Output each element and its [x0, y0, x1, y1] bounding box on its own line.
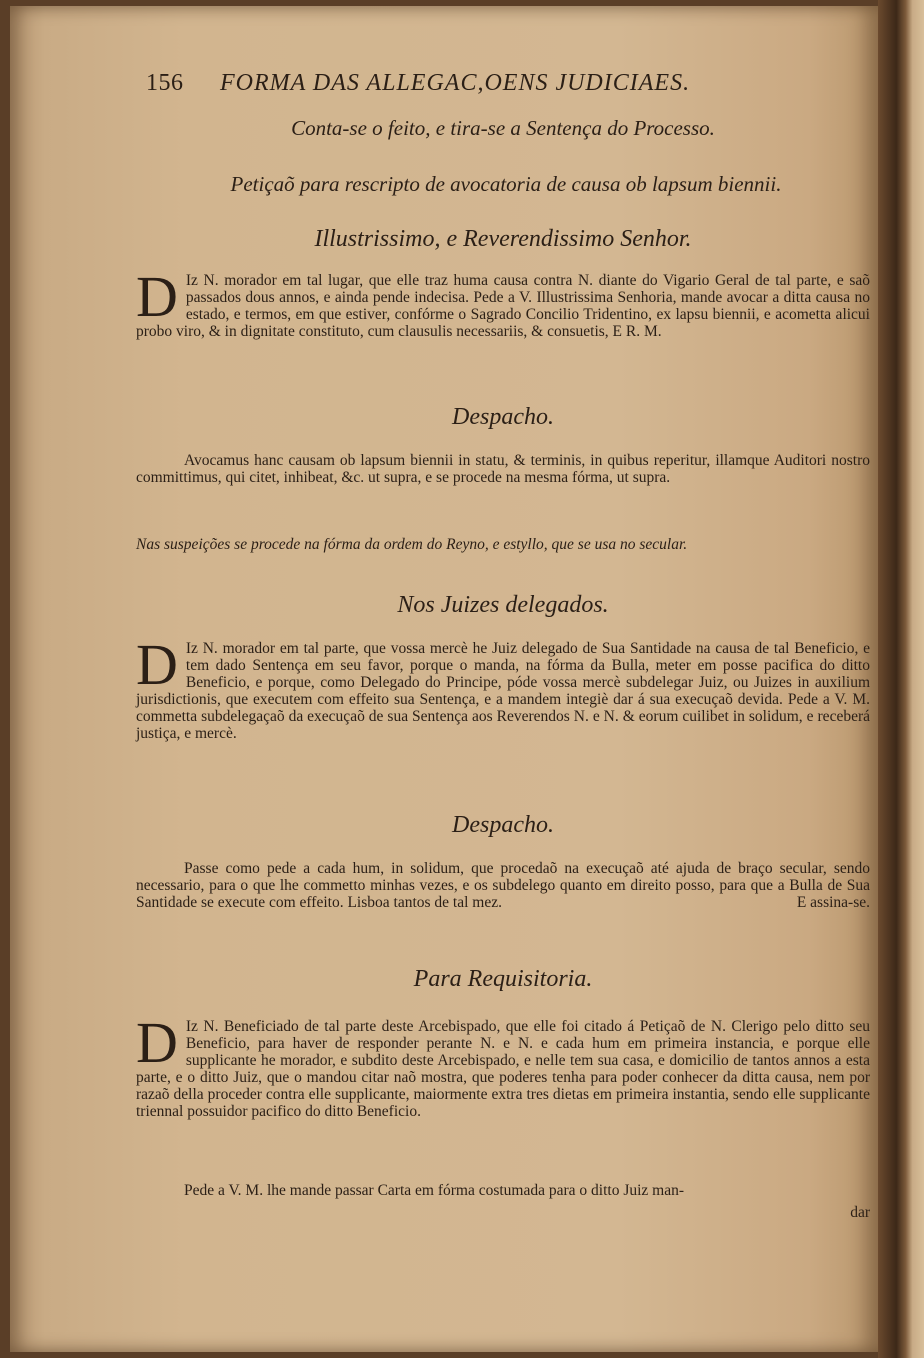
section3-heading: Para Requisitoria. — [413, 966, 593, 992]
section1-body-text: Iz N. morador em tal lugar, que elle traz huma causa contra N. diante do Vigario Geral de tal parte, e saõ passados dous annos, e ainda pende indecisa. Pede a V. Illustrissima Senhoria, mande avocar a ditta causa no estado, e termos, em que estiver, confórme o Sagrado Concilio Tridentino, ex lapsu biennii, e acometta alicui probo viro, & in dignitate constituto, cum clausulis necessariis, & consuetis, E R. M. — [136, 272, 870, 340]
line-conta-se: Conta-se o feito, e tira-se a Sentença do Processo. — [291, 116, 715, 140]
section1-despacho-heading: Despacho. — [452, 404, 554, 430]
catchword: dar — [850, 1204, 870, 1221]
section1-heading: Petiçaõ para rescripto de avocatoria de causa ob lapsum biennii. — [230, 172, 782, 196]
running-header — [146, 70, 846, 97]
salutation: Illustrissimo, e Reverendissimo Senhor. — [314, 226, 692, 252]
section3-pede: Pede a V. M. lhe mande passar Carta em fórma costumada para o ditto Juiz man- — [184, 1182, 685, 1199]
section2-body-text: Iz N. morador em tal parte, que vossa mercè he Juiz delegado de Sua Santidade na causa de tal Beneficio, e tem dado Sentença em seu favor, porque o manda, na fórma da Bulla, meter em posse pacifica do ditto Beneficio, e porque, como Delegado do Principe, póde vossa mercè subdelegar Juiz, ou Juizes in auxilium jurisdictionis, que executem com effeito sua Sentença, e a mandem integiè dar á sua execuçaõ devida. Pede a V. M. commetta subdelegaçaõ da execuçaõ de sua Sentença aos Reverendos N. e N. & eorum cuilibet in solidum, e receberá justiça, e mercè. — [136, 640, 870, 742]
section1-body — [136, 264, 870, 340]
running-title: FORMA DAS ALLEGAC,OENS JUDICIAES. — [220, 70, 691, 96]
section3-body-text: Iz N. Beneficiado de tal parte deste Arcebispado, que elle foi citado á Petiçaõ de N. Clerigo pelo ditto seu Beneficio, para haver de responder perante N. e N. e cada hum em primeira instancia, e porque elle supplicante he morador, e subdito deste Arcebispado, e nelle tem sua casa, e domicilio de tantos annos a esta parte, e o ditto Juiz, que o mandou citar naõ mostra, que poderes tenha para poder conhecer da ditta causa, nem por razaõ della proceder contra elle supplicante, maiormente extra tres dietas em primeira instantia, sendo elle supplicante triennal possuidor pacifico do ditto Beneficio. — [136, 1018, 870, 1120]
dropcap: D — [136, 1010, 178, 1075]
section2-body — [136, 632, 870, 742]
section2-despacho-sign: E assina-se. — [796, 894, 870, 911]
section1-despacho-body: Avocamus hanc causam ob lapsum biennii in statu, & terminis, in quibus reperitur, illamque Auditori nostro committimus, qui citet, inhibeat, &c. ut supra, e se procede na mesma fórma, ut supra. — [136, 452, 870, 486]
section2-despacho-heading: Despacho. — [452, 812, 554, 838]
page-number: 156 — [146, 70, 184, 96]
section2-heading: Nos Juizes delegados. — [397, 592, 609, 618]
section2-despacho-text: Passe como pede a cada hum, in solidum, que procedaõ na execuçaõ até ajuda de braço secular, sendo necessario, para o que lhe commetto minhas vezes, e os subdelego quanto em direito posso, para que a Bulla de Sua Santidade se execute com effeito. Lisboa tantos de tal mez. — [136, 860, 870, 911]
section3-body — [136, 1010, 870, 1120]
book-fore-edge — [878, 0, 924, 1358]
dropcap: D — [136, 264, 178, 329]
note-suspeicoes: Nas suspeições se procede na fórma da ordem do Reyno, e estyllo, que se usa no secular. — [136, 536, 688, 553]
section2-despacho-body — [136, 860, 870, 911]
dropcap: D — [136, 632, 178, 697]
